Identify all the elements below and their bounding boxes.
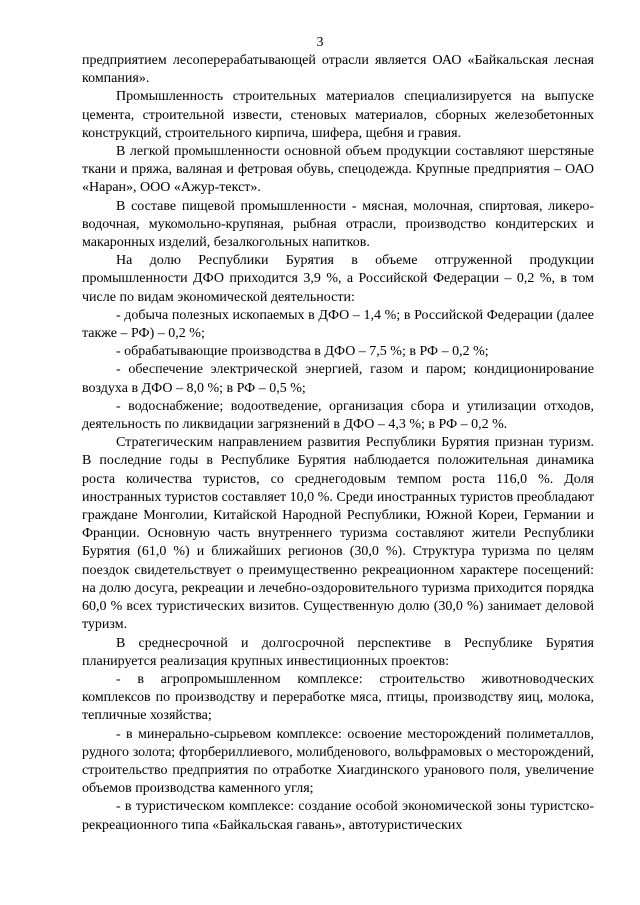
paragraph-5: На долю Республики Бурятия в объеме отгруженной продукции промышленности ДФО приходится 3,9 %, а Российской Федерации – 0,2 %, в том числе по видам экономической деятельности: [82, 253, 594, 305]
document-body [82, 52, 594, 835]
list-item-agro: - в агропромышленном комплексе: строительство животноводческих комплексов по производству и переработке мяса, птицы, производству яиц, молока, тепличные хозяйства; [82, 671, 594, 724]
paragraph-4: В составе пищевой промышленности - мясная, молочная, спиртовая, ликеро-водочная, мукомольно-крупяная, рыбная отрасли, производство кондитерских и макаронных изделий, безалкогольных напитков. [82, 198, 594, 251]
list-item-manufacturing: - обрабатывающие производства в ДФО – 7,5 %; в РФ – 0,2 %; [116, 344, 489, 360]
paragraph-3: В легкой промышленности основной объем продукции составляют шерстяные ткани и пряжа, валяная и фетровая обувь, спецодежда. Крупные предприятия – ОАО «Наран», ООО «Ажур-текст». [82, 144, 594, 196]
list-item-minerals: - в минерально-сырьевом комплексе: освоение месторождений полиметаллов, рудного золота; фторбериллиевого, молибденового, вольфрамовых о месторождений, строительство предприятия по отработке Хиагдинского уранового поля, увеличение объемов производства каменного угля; [82, 726, 594, 797]
list-item-energy: - обеспечение электрической энергией, газом и паром; кондиционирование воздуха в ДФО – 8,0 %; в РФ – 0,5 %; [82, 362, 594, 396]
list-item-tourist-complex: - в туристическом комплексе: создание особой экономической зоны туристско-рекреационного типа «Байкальская гавань», автотуристических [82, 799, 594, 833]
page-number: 3 [316, 35, 324, 50]
paragraph-tourism: Стратегическим направлением развития Республики Бурятия признан туризм. В последние годы в Республике Бурятия наблюдается положительная динамика роста количества туристов, со среднегодовым темпом роста 116,0 %. Доля иностранных туристов составляет 10,0 %. Среди иностранных туристов преобладают граждане Монголии, Китайской Народной Республики, Южной Кореи, Германии и Франции. Основную часть внутреннего туризма составляют жители Республики Бурятия (61,0 %) и ближайших регионов (30,0 %). Структура туризма по целям поездок свидетельствует о преимущественно рекреационном характере посещений: на долю досуга, рекреации и лечебно-оздоровительного туризма приходится порядка 60,0 % всех туристических визитов. Существенную долю (30,0 %) занимает деловой туризм. [82, 435, 594, 633]
paragraph-2: Промышленность строительных материалов специализируется на выпуске цемента, строительной извести, стеновых материалов, сборных железобетонных конструкций, строительного кирпича, шифера, щебня и гравия. [82, 89, 594, 141]
paragraph-1: предприятием лесоперерабатывающей отрасли является ОАО «Байкальская лесная компания». [82, 53, 594, 87]
list-item-water: - водоснабжение; водоотведение, организация сбора и утилизации отходов, деятельность по ликвидации загрязнений в ДФО – 4,3 %; в РФ – 0,2 %. [82, 398, 594, 433]
list-item-mining: - добыча полезных ископаемых в ДФО – 1,4 %; в Российской Федерации (далее также – РФ) – 0,2 %; [82, 307, 594, 342]
paragraph-projects: В среднесрочной и долгосрочной перспективе в Республике Бурятия планируется реализация крупных инвестиционных проектов: [82, 635, 594, 669]
